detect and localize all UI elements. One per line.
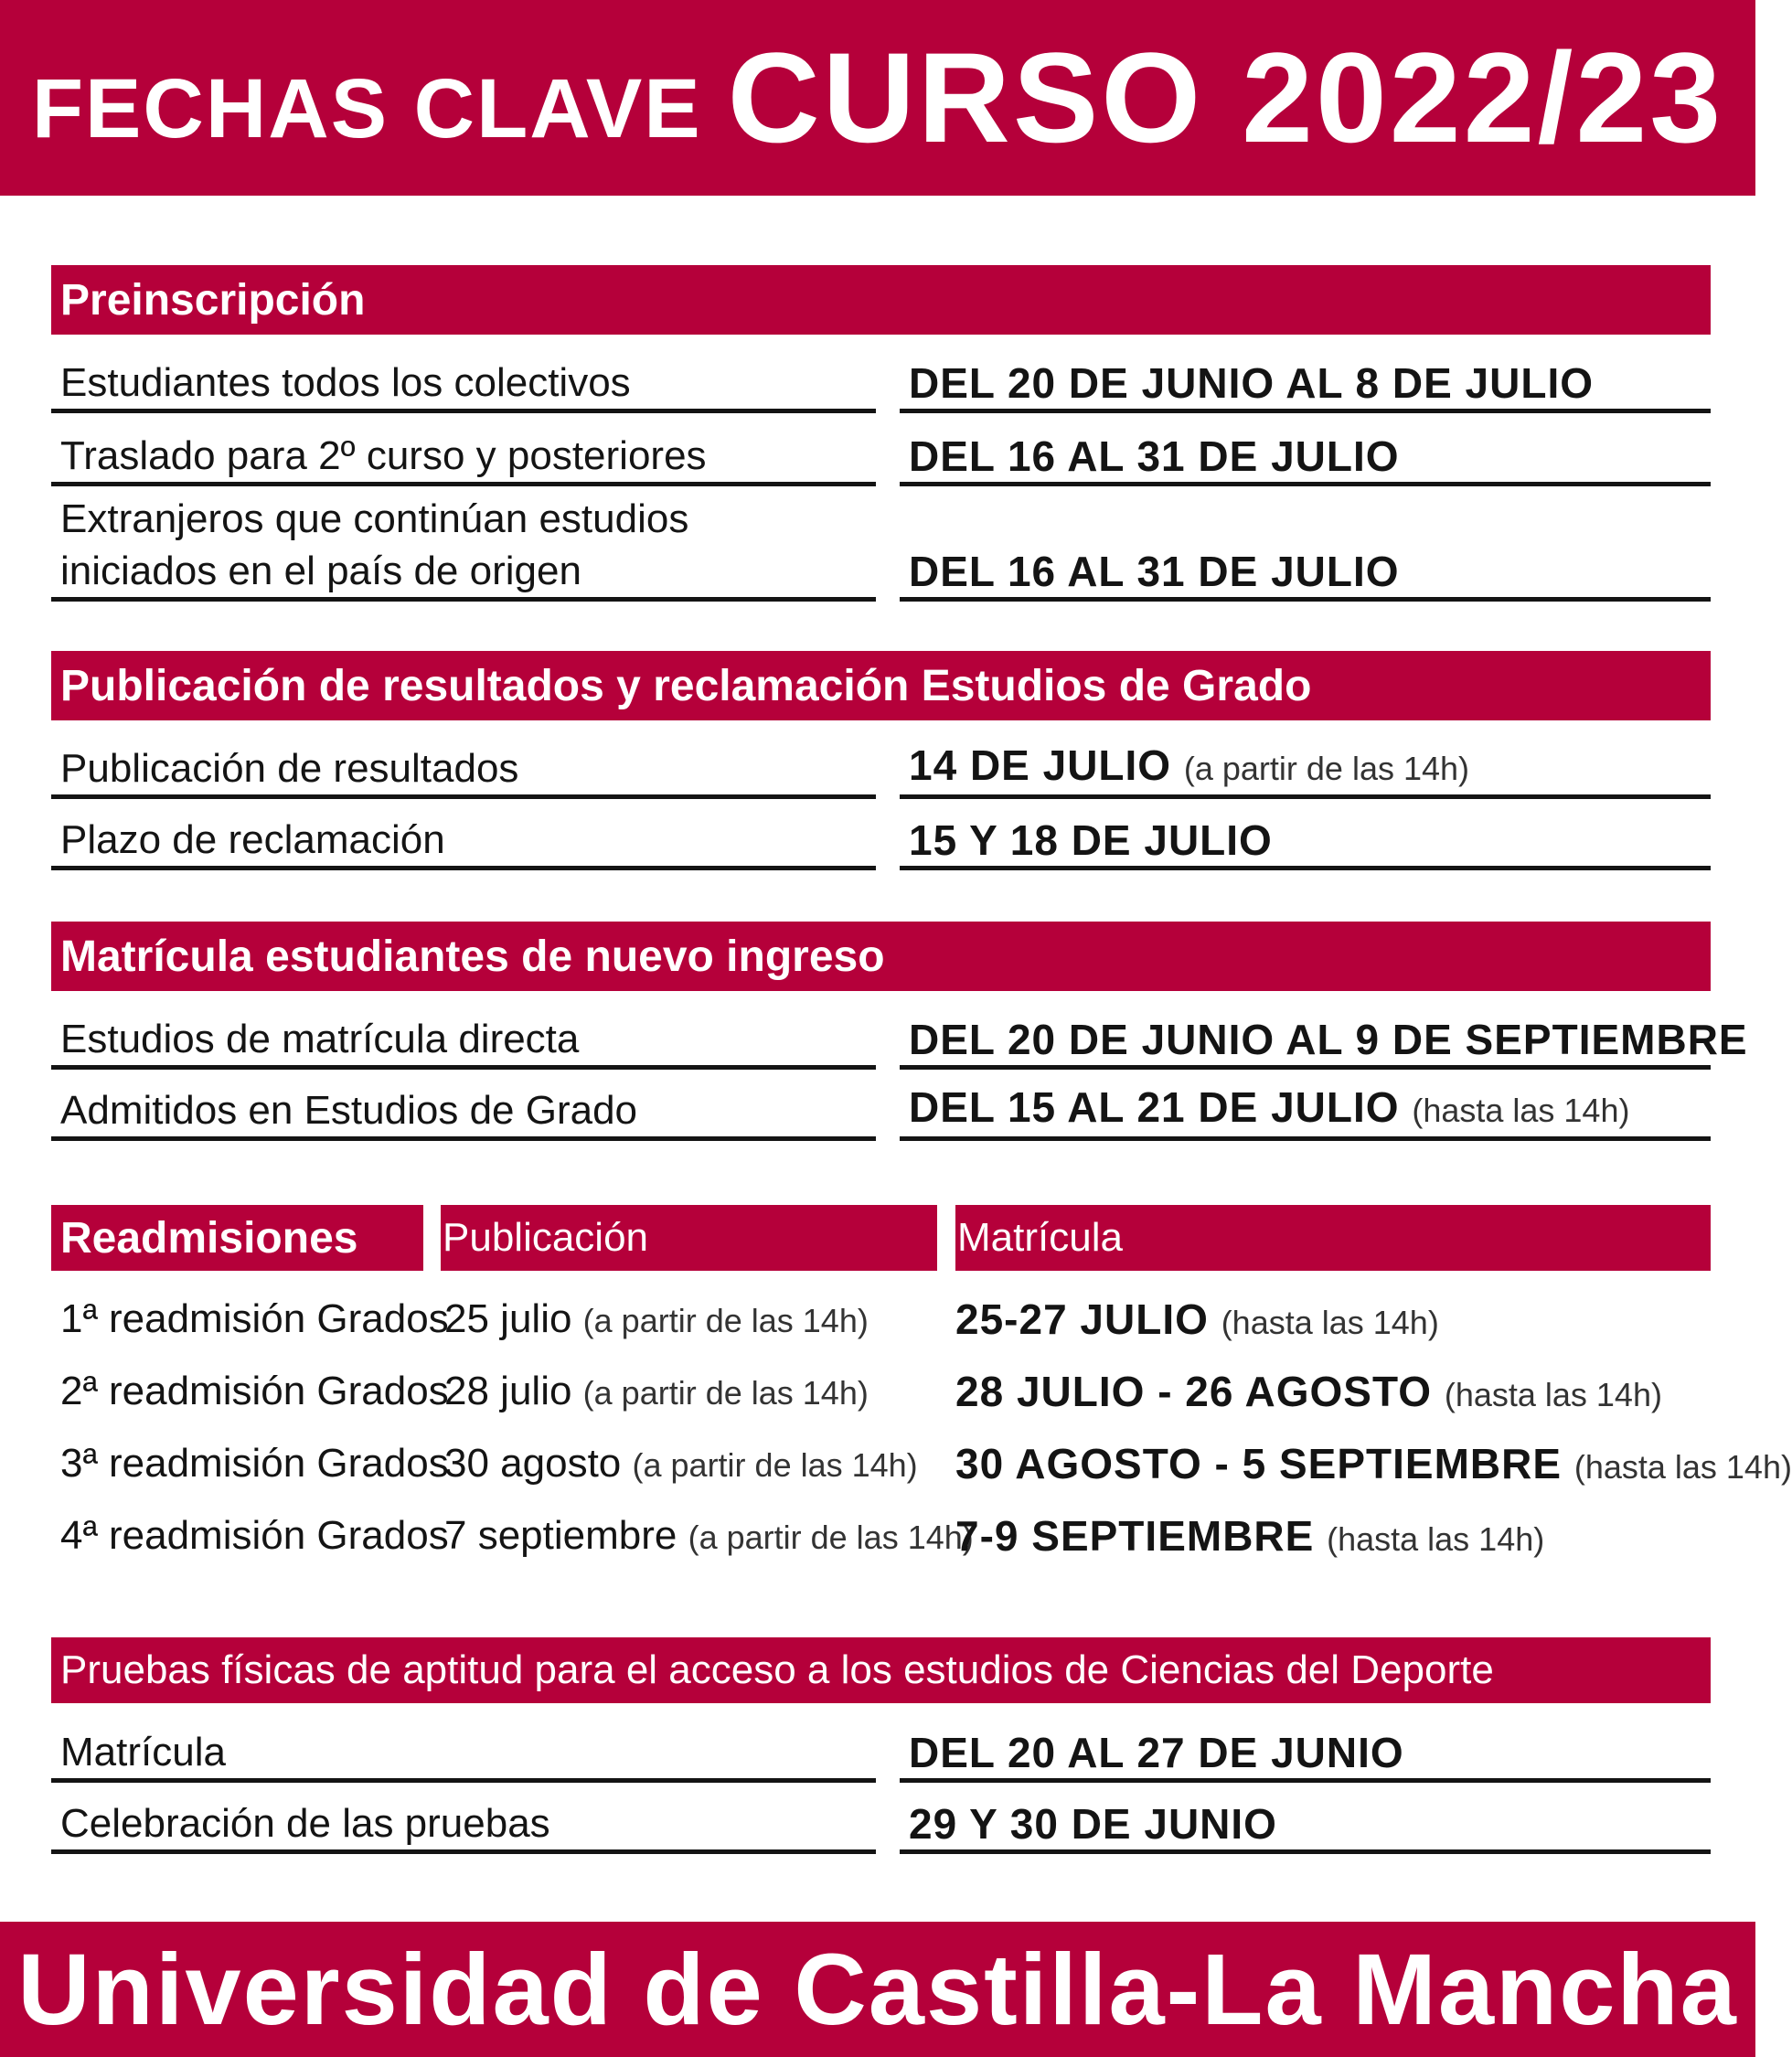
row-label: Plazo de reclamación: [51, 815, 876, 870]
readmision-publicacion: [444, 1436, 918, 1493]
publicacion-row-2: [51, 810, 1711, 870]
readmision-mat-date: 28 JULIO - 26 AGOSTO: [955, 1368, 1433, 1415]
row-label: Estudios de matrícula directa: [51, 1014, 876, 1070]
readmision-mat-note: (hasta las 14h): [1221, 1304, 1439, 1341]
readmision-pub-date: 28 julio: [444, 1369, 572, 1413]
readmision-name: 4ª readmisión Grados: [60, 1513, 449, 1558]
row-value: 15 Y 18 DE JULIO: [900, 815, 1711, 870]
header-small-title: FECHAS CLAVE: [31, 61, 702, 155]
readmision-row-1: [0, 1292, 1755, 1347]
readmisiones-col-publicacion: Publicación: [441, 1205, 937, 1271]
preinscripcion-row-3: [51, 488, 1711, 602]
footer-institution: Universidad de Castilla-La Mancha: [17, 1933, 1738, 2046]
row-value: DEL 16 AL 31 DE JULIO: [900, 546, 1711, 602]
section-pruebas-title: Pruebas físicas de aptitud para el acceso a los estudios de Ciencias del Deporte: [51, 1637, 1711, 1703]
row-value: 29 Y 30 DE JUNIO: [900, 1798, 1711, 1854]
row-label: Admitidos en Estudios de Grado: [51, 1085, 876, 1141]
readmision-pub-date: 30 agosto: [444, 1441, 622, 1486]
row-label: Matrícula: [51, 1727, 876, 1783]
row-value-note: (hasta las 14h): [1412, 1092, 1630, 1129]
row-label: Publicación de resultados: [51, 743, 876, 799]
row-value: [900, 1082, 1711, 1141]
footer-banner: [0, 1922, 1755, 2057]
row-value: DEL 20 DE JUNIO AL 8 DE JULIO: [900, 357, 1711, 413]
preinscripcion-row-2: [51, 426, 1711, 486]
readmision-pub-date: 25 julio: [444, 1296, 572, 1341]
readmision-row-3: [0, 1436, 1792, 1491]
row-value: DEL 20 AL 27 DE JUNIO: [900, 1727, 1711, 1783]
row-value-date: 14 DE JULIO: [909, 741, 1172, 789]
readmision-matricula: [955, 1292, 1439, 1350]
row-label: [51, 493, 876, 602]
pruebas-row-1: [51, 1722, 1711, 1783]
readmision-mat-date: 7-9 SEPTIEMBRE: [955, 1512, 1315, 1560]
readmision-mat-note: (hasta las 14h): [1327, 1520, 1545, 1558]
readmision-pub-date: 7 septiembre: [444, 1513, 677, 1558]
readmision-publicacion: [444, 1364, 869, 1421]
row-value: [900, 740, 1711, 799]
section-matricula-title: Matrícula estudiantes de nuevo ingreso: [51, 922, 1711, 991]
readmision-row-2: [0, 1364, 1755, 1419]
row-value: DEL 16 AL 31 DE JULIO: [900, 431, 1711, 486]
header-big-title: CURSO 2022/23: [727, 26, 1724, 169]
row-label: Celebración de las pruebas: [51, 1798, 876, 1854]
row-label: Estudiantes todos los colectivos: [51, 357, 876, 413]
readmision-mat-date: 30 AGOSTO - 5 SEPTIEMBRE: [955, 1440, 1563, 1487]
readmision-pub-note: (a partir de las 14h): [582, 1374, 869, 1412]
readmision-matricula: [955, 1364, 1662, 1423]
readmision-name: 2ª readmisión Grados: [60, 1369, 449, 1413]
row-label: Traslado para 2º curso y posteriores: [51, 431, 876, 486]
section-publicacion-title: Publicación de resultados y reclamación Estudios de Grado: [51, 651, 1711, 720]
readmision-pub-note: (a partir de las 14h): [582, 1302, 869, 1339]
section-readmisiones-title: Readmisiones: [51, 1205, 423, 1271]
readmision-mat-note: (hasta las 14h): [1573, 1448, 1792, 1486]
readmision-mat-date: 25-27 JULIO: [955, 1295, 1209, 1343]
readmision-row-4: [0, 1508, 1755, 1563]
readmision-publicacion: [444, 1508, 974, 1565]
row-value-date: DEL 15 AL 21 DE JULIO: [909, 1083, 1400, 1131]
readmision-name: 3ª readmisión Grados: [60, 1441, 449, 1486]
matricula-row-1: [51, 1009, 1748, 1070]
readmision-mat-note: (hasta las 14h): [1444, 1376, 1662, 1413]
readmision-matricula: [955, 1508, 1544, 1567]
preinscripcion-row-1: [51, 353, 1711, 413]
publicacion-row-1: [51, 739, 1711, 799]
readmision-publicacion: [444, 1292, 869, 1348]
matricula-row-2: [51, 1081, 1711, 1141]
readmision-pub-note: (a partir de las 14h): [688, 1519, 974, 1556]
section-preinscripcion-title: Preinscripción: [51, 265, 1711, 335]
row-label-line-2: iniciados en el país de origen: [60, 549, 581, 593]
header-banner: [0, 0, 1755, 196]
row-value: DEL 20 DE JUNIO AL 9 DE SEPTIEMBRE: [900, 1014, 1711, 1070]
readmision-matricula: [955, 1436, 1792, 1495]
row-label-line-1: Extranjeros que continúan estudios: [60, 496, 689, 541]
pruebas-row-2: [51, 1794, 1711, 1854]
row-value-note: (a partir de las 14h): [1183, 750, 1470, 787]
readmision-name: 1ª readmisión Grados: [60, 1296, 449, 1341]
readmision-pub-note: (a partir de las 14h): [632, 1446, 918, 1484]
readmisiones-col-matricula: Matrícula: [955, 1205, 1711, 1271]
